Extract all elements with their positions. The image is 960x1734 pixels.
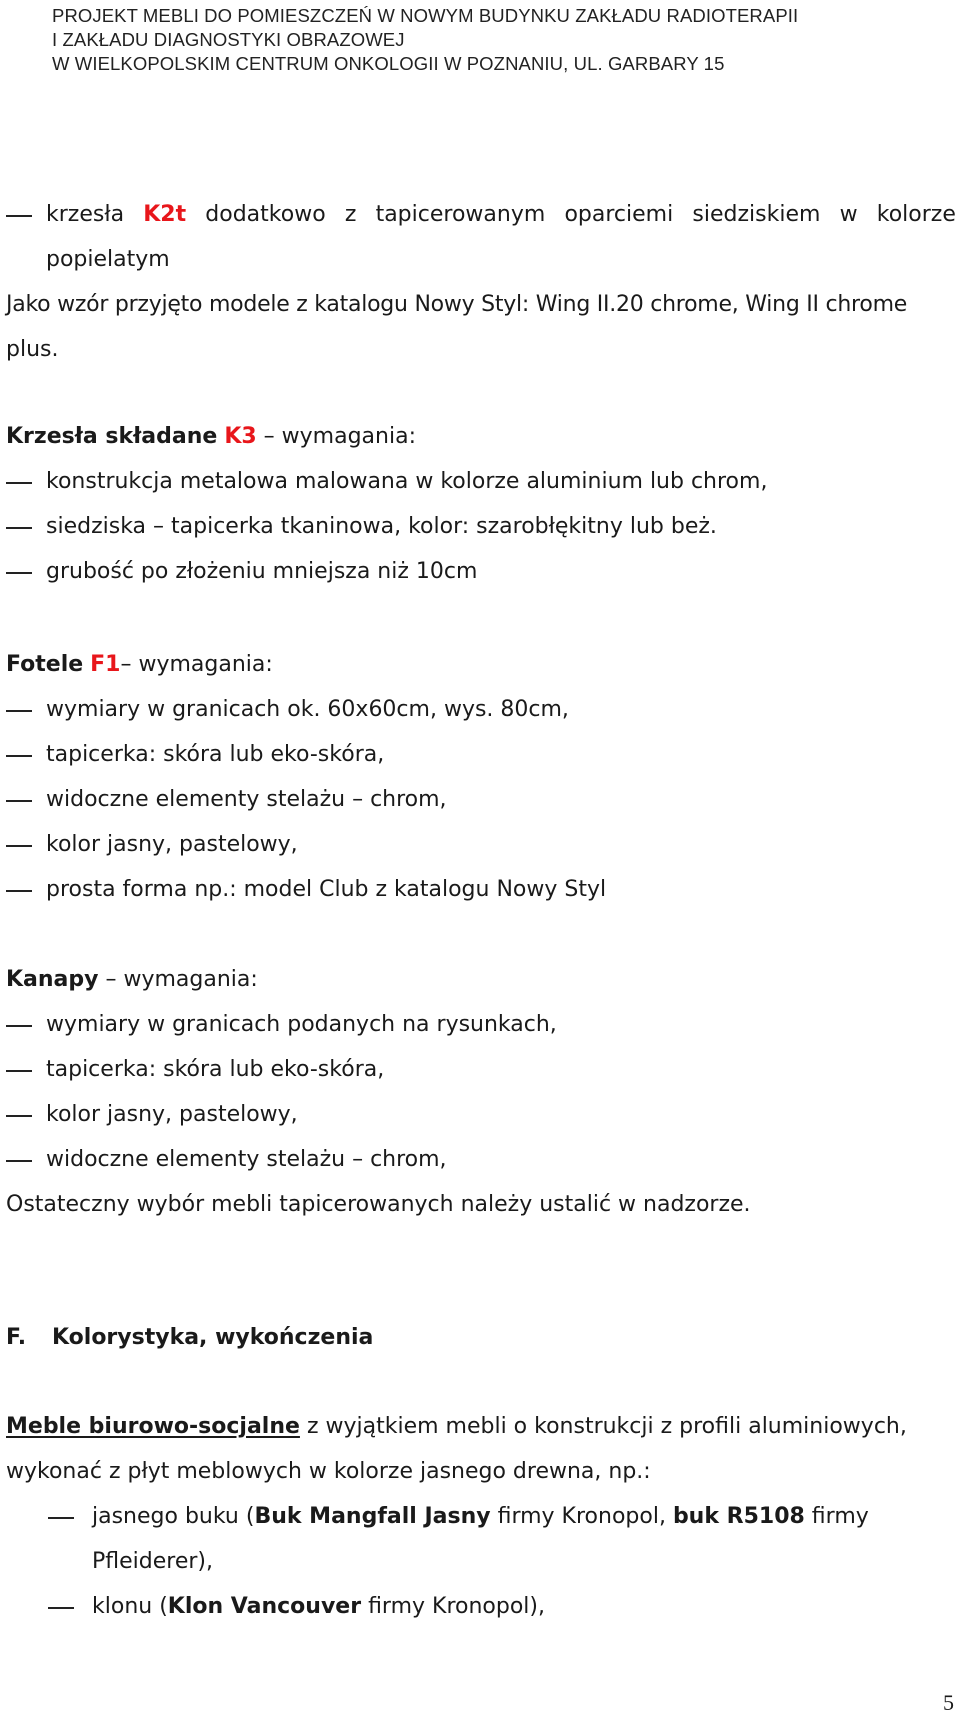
meble-item-part: jasnego buku ( bbox=[92, 1504, 255, 1529]
dash-bullet bbox=[6, 215, 32, 217]
k3-item-text: konstrukcja metalowa malowana w kolorze aluminium lub chrom, bbox=[46, 469, 768, 494]
dash-bullet bbox=[48, 1517, 74, 1519]
k2t-code: K2t bbox=[143, 202, 187, 227]
dash-bullet bbox=[6, 710, 32, 712]
kanapy-item-text: widoczne elementy stelażu – chrom, bbox=[46, 1147, 447, 1172]
meble-item-bold: Klon Vancouver bbox=[167, 1594, 362, 1619]
meble-item-bold: buk R5108 bbox=[672, 1504, 805, 1529]
k2t-text bbox=[46, 200, 956, 230]
page-number: 5 bbox=[943, 1690, 954, 1715]
header-line-1: PROJEKT MEBLI DO POMIESZCZEŃ W NOWYM BUDYNKU ZAKŁADU RADIOTERAPII bbox=[52, 5, 799, 26]
meble-item-part: firmy Kronopol, bbox=[490, 1504, 673, 1529]
f1-item-text: widoczne elementy stelażu – chrom, bbox=[46, 787, 447, 812]
k2t-word: kolorze bbox=[876, 202, 956, 227]
k2t-word: z bbox=[344, 202, 357, 227]
k2t-word: dodatkowo bbox=[205, 202, 326, 227]
kanapy-heading-text bbox=[6, 965, 258, 995]
meble-item-bold: Buk Mangfall Jasny bbox=[254, 1504, 491, 1529]
f1-item-text: kolor jasny, pastelowy, bbox=[46, 832, 298, 857]
kanapy-title: Kanapy bbox=[6, 967, 99, 992]
meble-item-text bbox=[92, 1502, 869, 1532]
k2t-word: krzesła bbox=[46, 202, 125, 227]
kanapy-item-text: tapicerka: skóra lub eko-skóra, bbox=[46, 1057, 385, 1082]
meble-item-part: firmy bbox=[804, 1504, 869, 1529]
section-f-title: Kolorystyka, wykończenia bbox=[52, 1325, 374, 1350]
dash-bullet bbox=[6, 1025, 32, 1027]
k2t-cont-text: popielatym bbox=[46, 247, 170, 272]
k3-heading-text bbox=[6, 422, 416, 452]
document-header bbox=[52, 4, 912, 76]
dash-bullet bbox=[6, 1160, 32, 1162]
dash-bullet bbox=[48, 1607, 74, 1609]
k3-code: K3 bbox=[224, 424, 257, 449]
k3-rest: – wymagania: bbox=[263, 424, 416, 449]
dash-bullet bbox=[6, 845, 32, 847]
f1-rest: – wymagania: bbox=[120, 652, 273, 677]
f1-item-text: wymiary w granicach ok. 60x60cm, wys. 80cm, bbox=[46, 697, 569, 722]
kanapy-rest: – wymagania: bbox=[105, 967, 258, 992]
f1-code: F1 bbox=[90, 652, 121, 677]
model-note-text: Jako wzór przyjęto modele z katalogu Nowy Styl: Wing II.20 chrome, Wing II chrome bbox=[6, 292, 908, 317]
kanapy-item-text: kolor jasny, pastelowy, bbox=[46, 1102, 298, 1127]
kanapy-item-text: wymiary w granicach podanych na rysunkach, bbox=[46, 1012, 557, 1037]
meble-label: Meble biurowo-socjalne bbox=[6, 1414, 300, 1439]
dash-bullet bbox=[6, 890, 32, 892]
meble-item-text bbox=[92, 1592, 545, 1622]
f1-item-text: tapicerka: skóra lub eko-skóra, bbox=[46, 742, 385, 767]
k2t-word: w bbox=[839, 202, 858, 227]
kanapy-note-text: Ostateczny wybór mebli tapicerowanych należy ustalić w nadzorze. bbox=[6, 1192, 751, 1217]
dash-bullet bbox=[6, 527, 32, 529]
meble-item-part: klonu ( bbox=[92, 1594, 168, 1619]
section-f-number: F. bbox=[6, 1325, 27, 1350]
k2t-word: siedziskiem bbox=[692, 202, 821, 227]
k2t-word: tapicerowanym bbox=[375, 202, 546, 227]
meble-text: wykonać z płyt meblowych w kolorze jasnego drewna, np.: bbox=[6, 1459, 651, 1484]
meble-item-cont-text: Pfleiderer), bbox=[92, 1549, 213, 1574]
k2t-word: oparciemi bbox=[564, 202, 674, 227]
dash-bullet bbox=[6, 482, 32, 484]
header-line-2: I ZAKŁADU DIAGNOSTYKI OBRAZOWEJ bbox=[52, 29, 405, 50]
f1-item-text: prosta forma np.: model Club z katalogu Nowy Styl bbox=[46, 877, 607, 902]
meble-paragraph-text bbox=[6, 1412, 907, 1442]
dash-bullet bbox=[6, 800, 32, 802]
dash-bullet bbox=[6, 572, 32, 574]
k3-title: Krzesła składane bbox=[6, 424, 218, 449]
k3-item-text: siedziska – tapicerka tkaninowa, kolor: szarobłękitny lub beż. bbox=[46, 514, 717, 539]
model-note-text: plus. bbox=[6, 337, 59, 362]
meble-item-part: firmy Kronopol), bbox=[361, 1594, 545, 1619]
dash-bullet bbox=[6, 1070, 32, 1072]
k3-item-text: grubość po złożeniu mniejsza niż 10cm bbox=[46, 559, 478, 584]
header-line-3: W WIELKOPOLSKIM CENTRUM ONKOLOGII W POZNANIU, UL. GARBARY 15 bbox=[52, 53, 725, 74]
dash-bullet bbox=[6, 755, 32, 757]
dash-bullet bbox=[6, 1115, 32, 1117]
f1-heading-text bbox=[6, 650, 273, 680]
f1-title: Fotele bbox=[6, 652, 84, 677]
meble-text: z wyjątkiem mebli o konstrukcji z profili aluminiowych, bbox=[306, 1414, 907, 1439]
